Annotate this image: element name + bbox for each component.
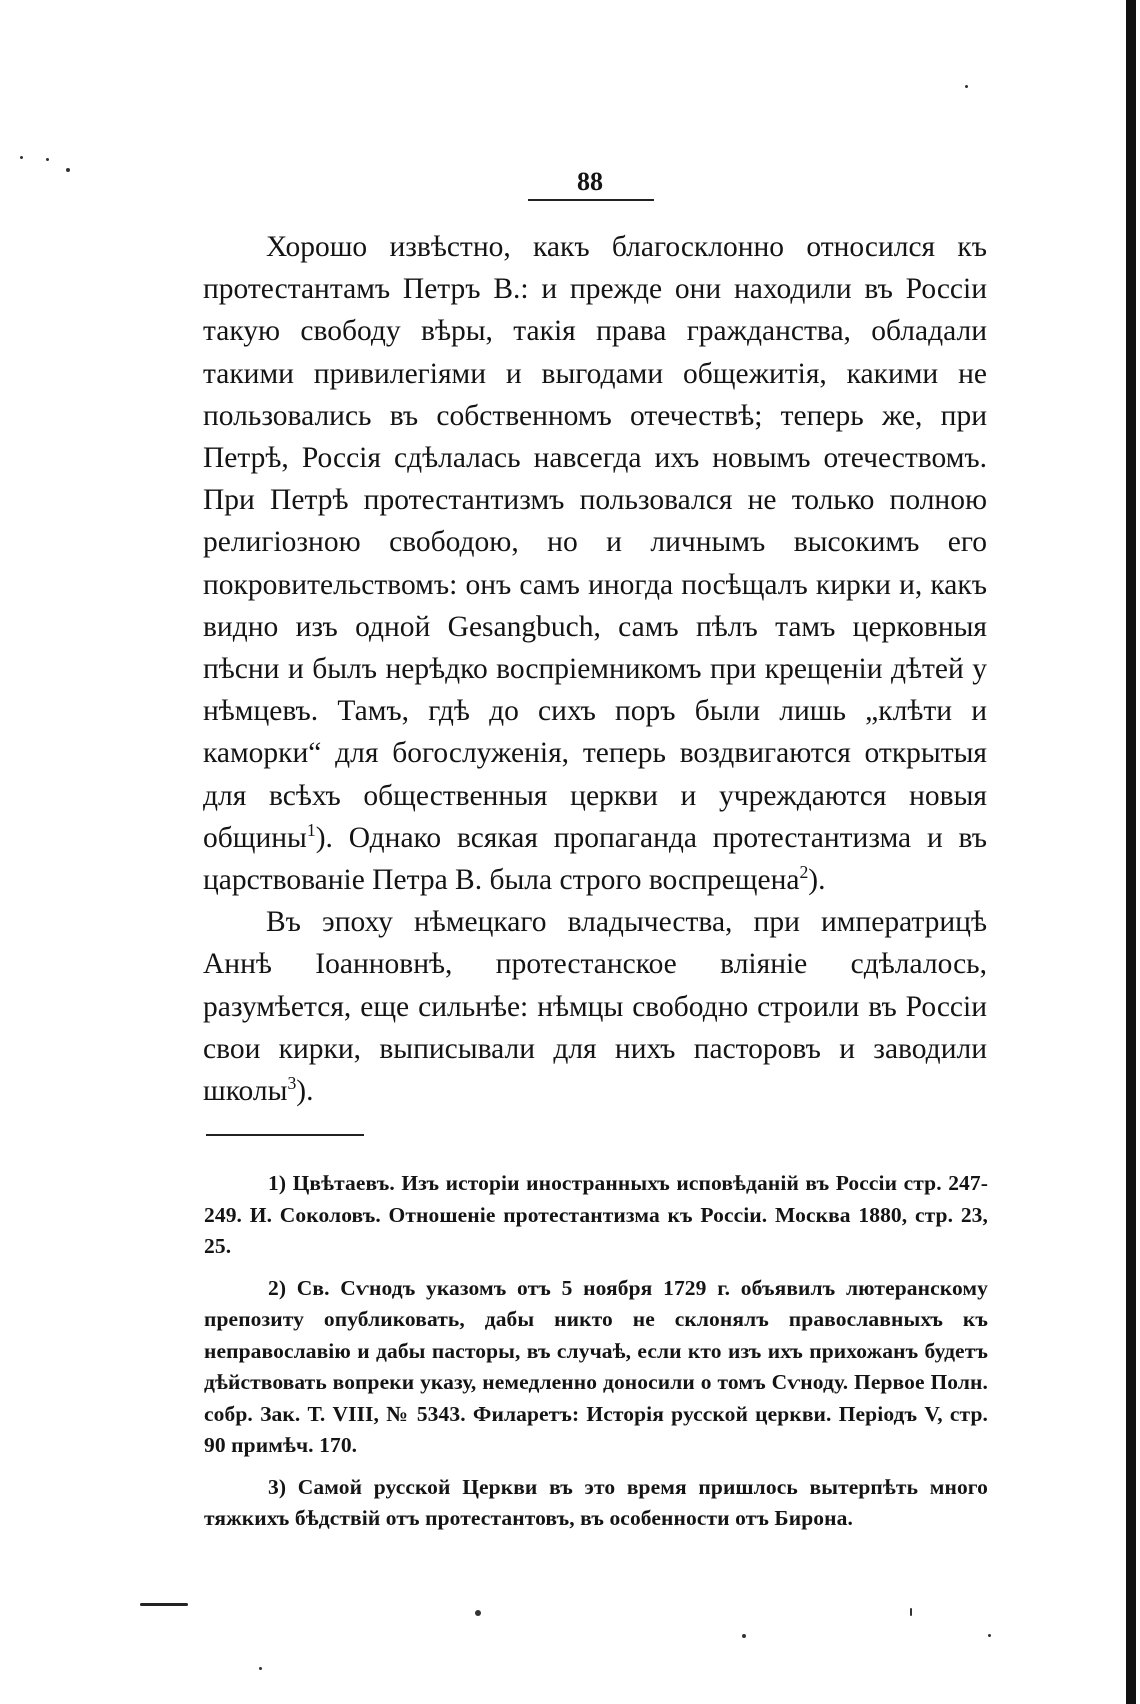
scan-speck	[259, 1667, 262, 1670]
main-text	[203, 226, 987, 1112]
scan-dash-mark	[140, 1603, 188, 1606]
scan-speck	[46, 158, 49, 161]
paragraph-2-text-end: ).	[296, 1075, 314, 1108]
paragraph-1-text: Хорошо извѣстно, какъ благосклонно относился къ протестантамъ Петръ В.: и прежде они находили въ Россіи такую свободу вѣры, такія права гражданства, обладали такими привилегіями и выгодами общежитія, какими не пользовались въ собственномъ отечествѣ; теперь же, при Петрѣ, Россія сдѣлалась навсегда ихъ новымъ отечествомъ. При Петрѣ протестантизмъ пользовался не только полною религіозною свободою, но и личнымъ высокимъ его покровительствомъ: онъ самъ иногда посѣщалъ кирки и, какъ видно изъ одной Gesangbuch, самъ пѣлъ тамъ церковныя пѣсни и былъ нерѣдко воспріемникомъ при крещеніи дѣтей у нѣмцевъ. Тамъ, гдѣ до сихъ поръ были лишь „клѣти и каморки“ для богослуженія, теперь воздвигаются открытыя для всѣхъ общественныя церкви и учреждаются новыя общины	[203, 231, 987, 854]
footnote-3: 3) Самой русской Церкви въ это время пришлось вытерпѣть много тяжкихъ бѣдствій отъ протестантовъ, въ особенности отъ Бирона.	[204, 1474, 988, 1530]
page-number-rule	[528, 199, 654, 201]
body-paragraph-1	[203, 226, 987, 901]
footnote-ref-1[interactable]: 1	[306, 820, 316, 841]
scan-speck	[742, 1634, 746, 1638]
paragraph-2-text: Въ эпоху нѣмецкаго владычества, при императрицѣ Аннѣ Іоанновнѣ, протестанское вліяніе сдѣлалось, разумѣется, еще сильнѣе: нѣмцы свободно строили въ Россіи свои кирки, выписывали для нихъ пасторовъ и заводили школы	[203, 906, 987, 1108]
paragraph-1-text-cont: ). Однако всякая пропаганда протестантизма и въ царствованіе Петра В. была строго воспрещена	[203, 821, 987, 897]
footnote-separator	[206, 1134, 364, 1136]
paragraph-1-text-end: ).	[808, 864, 826, 897]
scan-speck	[910, 1608, 912, 1616]
footnotes	[204, 1168, 988, 1545]
footnote-ref-3[interactable]: 3	[287, 1073, 297, 1094]
scan-speck	[20, 156, 23, 159]
footnote-2: 2) Св. Сѵнодъ указомъ отъ 5 ноября 1729 г. объявилъ лютеранскому препозиту опубликовать, дабы никто не склонялъ православныхъ къ неправославію и дабы пасторы, въ случаѣ, если кто изъ ихъ прихожанъ будетъ дѣйствовать вопреки указу, немедленно доносили о томъ Сѵноду. Первое Полн. собр. Зак. Т. VIII, № 5343. Филаретъ: Исторія русской церкви. Періодъ V, стр. 90 примѣч. 170.	[204, 1275, 988, 1457]
page-number: 88	[577, 167, 603, 196]
scan-edge-border	[1126, 0, 1136, 1704]
footnote-1: 1) Цвѣтаевъ. Изъ исторіи иностранныхъ исповѣданій въ Россіи стр. 247-249. И. Соколовъ. Отношеніе протестантизма къ Россіи. Москва 1880, стр. 23, 25.	[204, 1171, 988, 1258]
scan-speck	[988, 1634, 991, 1637]
scan-speck	[965, 85, 968, 88]
body-paragraph-2	[203, 901, 987, 1112]
footnote-ref-2[interactable]: 2	[799, 862, 809, 883]
scan-speck	[66, 168, 70, 172]
scan-speck	[475, 1610, 481, 1616]
